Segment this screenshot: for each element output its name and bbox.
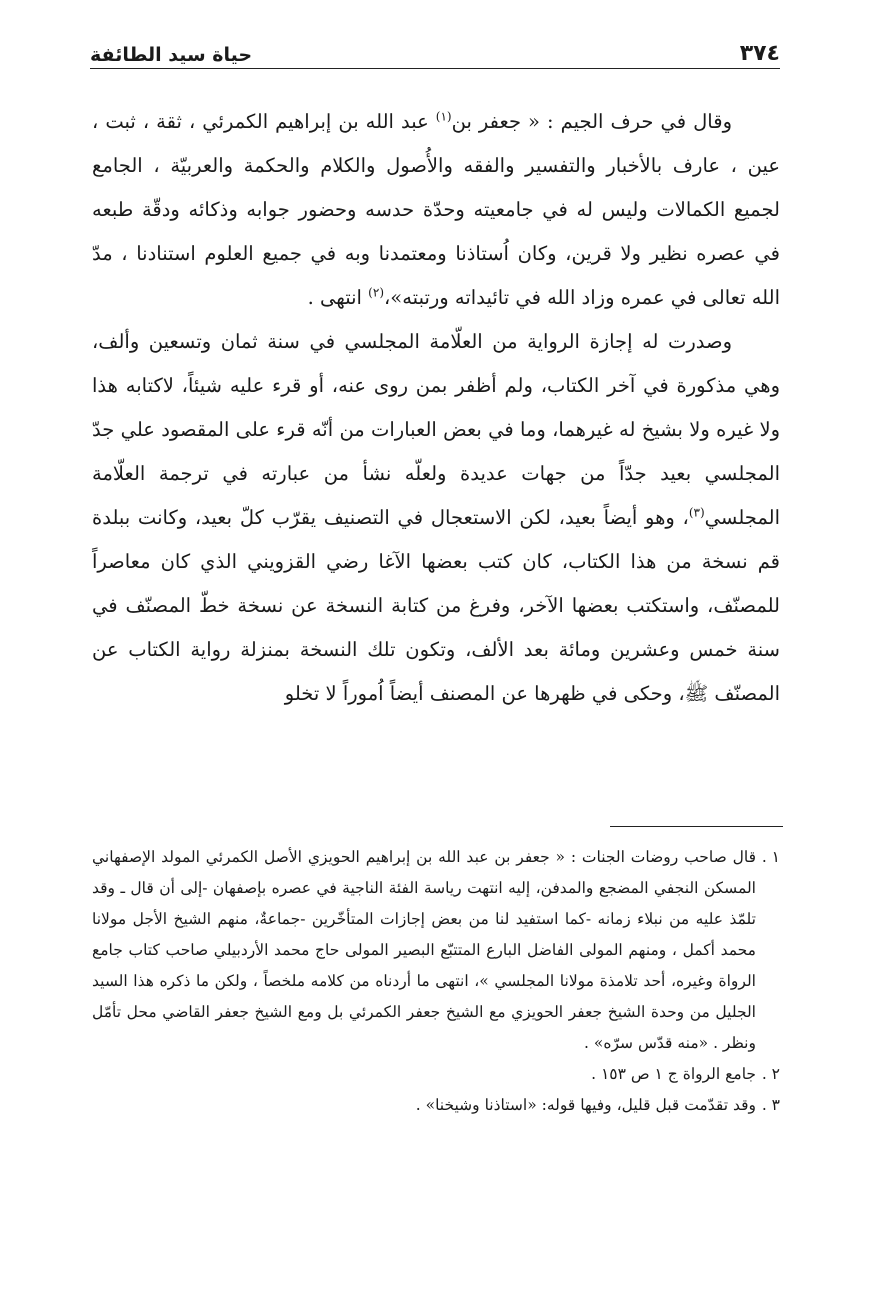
footnote-1	[92, 842, 780, 1059]
footnote-2	[92, 1059, 780, 1090]
footnote-ref-3: (٣)	[688, 505, 705, 520]
paragraph-1-text-b: عبد الله بن إبراهيم الكمرئي ، ثقة ، ثبت ، عين ، عارف بالأخبار والتفسير والفقه والأُصول والكلام والحكمة والعربيّة ، الجامع لجميع الكمالات وليس له في جامعيته وحدّة حدسه وحضور جوابه وذكائه ودقّة طبعه في عصره نظير ولا قرين، وكان اُستاذنا ومعتمدنا وبه في جميع العلوم استنادنا ، مدّ الله تعالى في عمره وزاد الله في تائيداته ورتبته»،	[92, 110, 780, 309]
footnote-text: وقد تقدّمت قبل قليل، وفيها قوله: «استاذنا وشيخنا» .	[415, 1096, 756, 1114]
running-header	[90, 30, 780, 66]
footnotes	[92, 842, 780, 1121]
running-title: حياة سيد الطائفة	[90, 44, 253, 66]
footnote-number: ٢ .	[761, 1065, 780, 1083]
header-divider	[90, 68, 780, 69]
paragraph-2-text-b: ، وهو أيضاً بعيد، لكن الاستعجال في التصنيف يقرّب كلّ بعيد، وكانت ببلدة قم نسخة من هذا الكتاب، كان كتب بعضها الآغا رضي القزويني الذي كان معاصراً للمصنّف، واستكتب بعضها الآخر، وفرغ من كتابة النسخة عن نسخة خطّ المصنّف في سنة خمس وعشرين ومائة بعد الألف، وتكون تلك النسخة بمنزلة رواية الكتاب عن المصنّف ﷺ، وحكى في ظهرها عن المصنف أيضاً اُموراً لا تخلو	[92, 506, 780, 705]
main-text	[92, 100, 780, 716]
footnote-number: ٣ .	[761, 1096, 780, 1114]
footnote-3	[92, 1090, 780, 1121]
paragraph-1-text-c: انتهى .	[307, 286, 369, 309]
footnote-ref-2: (٢)	[368, 285, 384, 300]
paragraph-2	[92, 320, 780, 716]
paragraph-1-text-a: وقال في حرف الجيم : « جعفر بن	[451, 110, 732, 133]
footnote-ref-1: (١)	[435, 109, 452, 124]
footnote-number: ١ .	[761, 848, 780, 866]
paragraph-2-text-a: وصدرت له إجازة الرواية من العلّامة المجلسي في سنة ثمان وتسعين وألف، وهي مذكورة في آخر الكتاب، ولم أظفر بمن روى عنه، أو قرء عليه شيئاً، لاكتابه هذا ولا غيره ولا بشيخ له غيرهما، وما في بعض العبارات من أنّه قرء على المقصود علي جدّ المجلسي بعيد جدّاً من جهات عديدة ولعلّه نشأ من عبارته في ترجمة العلّامة المجلسي	[92, 330, 780, 529]
footnote-text: جامع الرواة ج ١ ص ١٥٣ .	[591, 1065, 756, 1083]
footnote-divider	[610, 826, 783, 827]
footnote-text: قال صاحب روضات الجنات : « جعفر بن عبد الله بن إبراهيم الحويزي الأصل الكمرئي المولد الإصفهاني المسكن النجفي المضجع والمدفن، إليه انتهت رياسة الفئة الناجية في عصره بإصفهان -إلى أن قال ـ وقد تلمّذ عليه من نبلاء زمانه -كما استفيد لنا من بعض إجازات المتأخّرين -جماعةٌ، منهم الشيخ الأجل مولانا محمد أكمل ، ومنهم المولى الفاضل البارع المتتبّع البصير المولى حاج محمد الأردبيلي صاحب كتاب جامع الرواة وغيره، أحد تلامذة مولانا المجلسي »، انتهى ما أردناه من كلامه ملخصاً ، ولكن ما ذكره هذا السيد الجليل من وحدة الشيخ جعفر الحويزي مع الشيخ جعفر الكمرئي بل ومع الشيخ جعفر القاضي محل تأمّل ونظر . «منه قدّس سرّه» .	[92, 848, 756, 1052]
paragraph-1	[92, 100, 780, 320]
page-number: ٣٧٤	[739, 41, 780, 66]
